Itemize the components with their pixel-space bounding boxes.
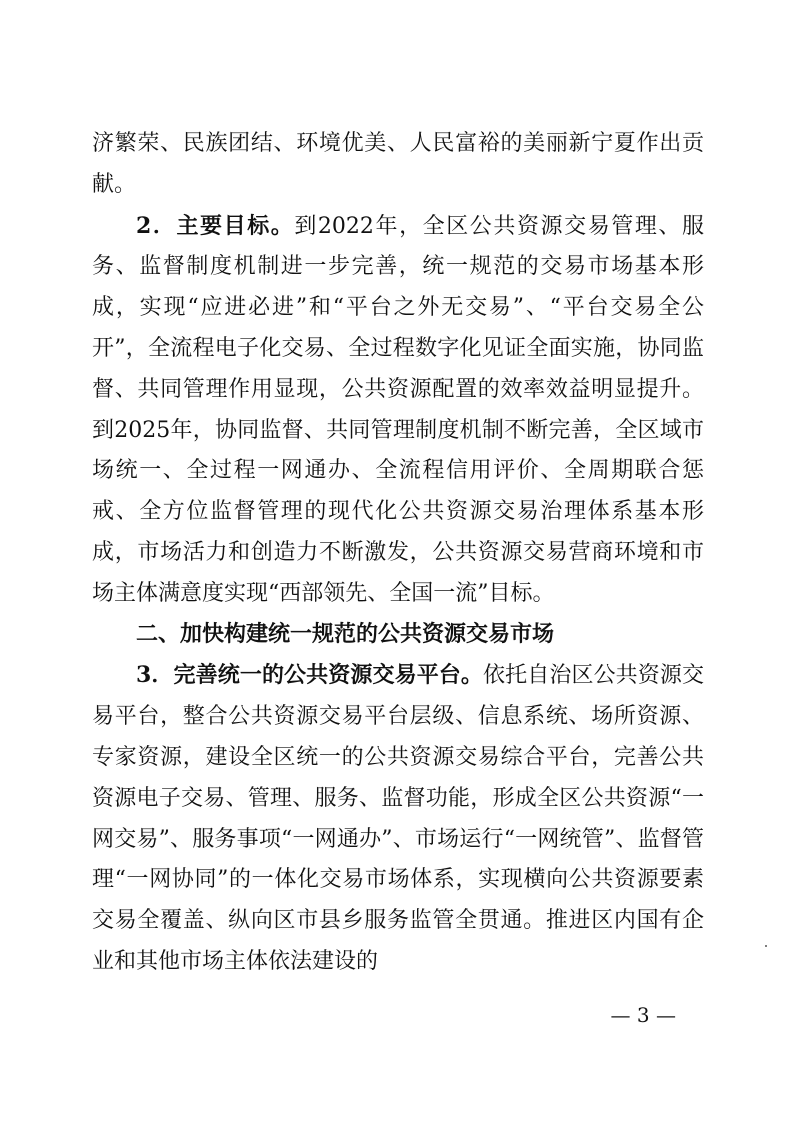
section-heading: 二、加快构建统一规范的公共资源交易市场 xyxy=(136,621,555,647)
paragraph-main-goals xyxy=(92,206,704,615)
body-text xyxy=(92,124,704,983)
paragraph-text: 依托自治区公共资源交易平台，整合公共资源交易平台层级、信息系统、场所资源、专家资源，建设全区统一的公共资源交易综合平台，完善公共资源电子交易、管理、服务、监督功能，形成全区公共资源“一网交易”、服务事项“一网通办”、市场运行“一网统管”、监督管理“一网协同”的一体化交易市场体系，实现横向公共资源要素交易全覆盖、纵向区市县乡服务监管全贯通。推进区内国有企业和其他市场主体依法建设的 xyxy=(92,663,704,974)
paragraph-continuation xyxy=(92,124,704,206)
scan-speck xyxy=(765,945,767,947)
paragraph-lead: 3．完善统一的公共资源交易平台。 xyxy=(136,662,484,689)
page-number: — 3 — xyxy=(610,1003,676,1027)
paragraph-platform xyxy=(92,655,704,982)
paragraph-lead: 2．主要目标。 xyxy=(136,212,295,239)
paragraph-text: 济繁荣、民族团结、环境优美、人民富裕的美丽新宁夏作出贡献。 xyxy=(92,131,704,197)
paragraph-text: 到2022年，全区公共资源交易管理、服务、监督制度机制进一步完善，统一规范的交易市场基本形成，实现“应进必进”和“平台之外无交易”、“平台交易全公开”，全流程电子化交易、全过程数字化见证全面实施，协同监督、共同管理作用显现，公共资源配置的效率效益明显提升。到2025年，协同监督、共同管理制度机制不断完善，全区域市场统一、全过程一网通办、全流程信用评价、全周期联合惩戒、全方位监督管理的现代化公共资源交易治理体系基本形成，市场活力和创造力不断激发，公共资源交易营商环境和市场主体满意度实现“西部领先、全国一流”目标。 xyxy=(92,213,704,606)
